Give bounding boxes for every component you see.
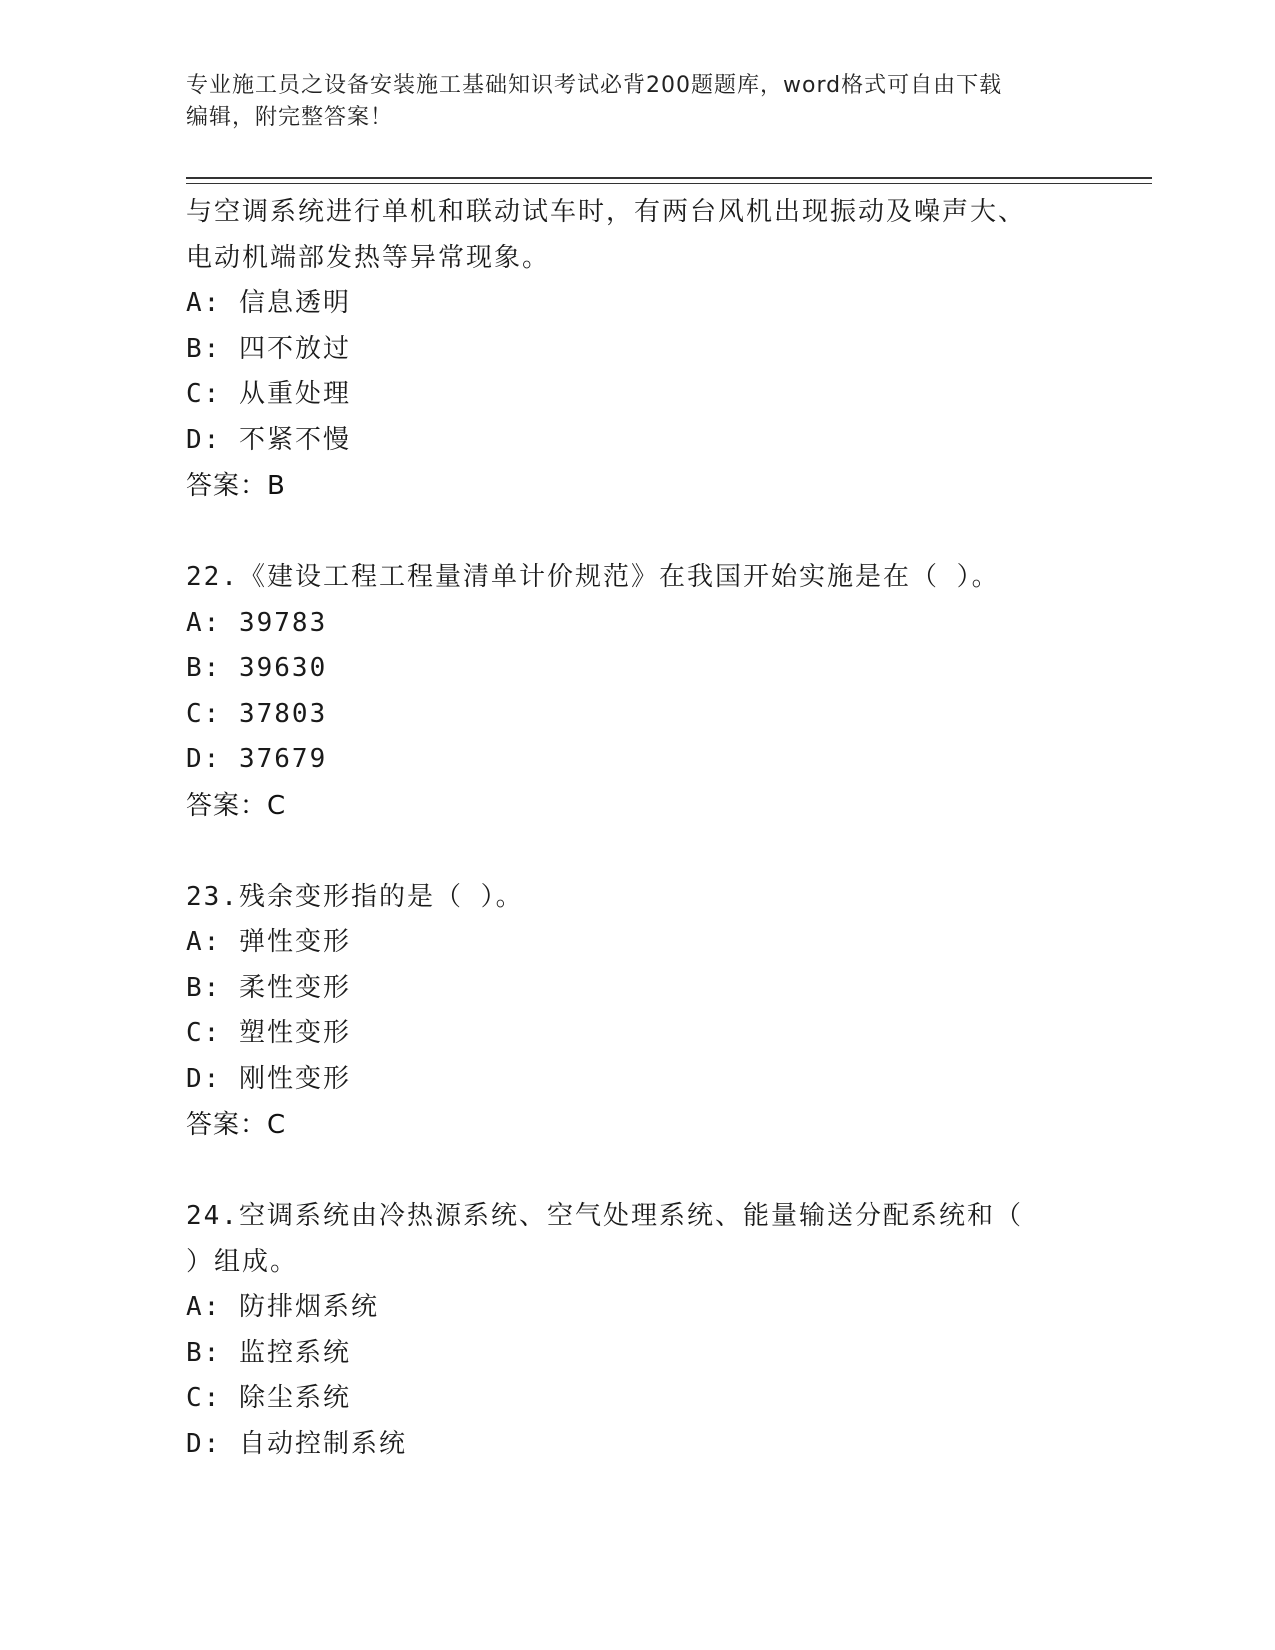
option-d: D: 不紧不慢 [186, 424, 351, 455]
question-stem-line: ）组成。 [186, 1246, 299, 1277]
option-a: A: 信息透明 [186, 288, 351, 318]
option-c: C: 从重处理 [186, 379, 351, 409]
document-header [186, 70, 1086, 134]
option-a: A: 防排烟系统 [186, 1292, 379, 1322]
question-list [186, 190, 1086, 1467]
answer-label: 答案：C [186, 1110, 287, 1140]
option-c: C: 除尘系统 [186, 1383, 351, 1413]
option-c: C: 塑性变形 [186, 1018, 351, 1048]
question-stem-line: 24.空调系统由冷热源系统、空气处理系统、能量输送分配系统和（ [186, 1201, 1023, 1231]
option-c: C: 37803 [186, 698, 328, 729]
answer-label: 答案：B [186, 471, 286, 501]
question-22 [186, 555, 1086, 829]
option-d: D: 自动控制系统 [186, 1428, 407, 1459]
option-b: B: 监控系统 [186, 1337, 351, 1368]
answer-label: 答案：C [186, 790, 287, 821]
question-spacer [186, 1148, 1086, 1194]
question-stem-line: 22.《建设工程工程量清单计价规范》在我国开始实施是在（ ）。 [186, 562, 1000, 592]
question-21 [186, 190, 1086, 509]
question-stem-line: 与空调系统进行单机和联动试车时，有两台风机出现振动及噪声大、 [186, 197, 1027, 227]
question-spacer [186, 509, 1086, 555]
option-b: B: 四不放过 [186, 333, 351, 364]
question-23 [186, 875, 1086, 1149]
option-d: D: 刚性变形 [186, 1063, 351, 1094]
header-title-line-2: 编辑，附完整答案！ [186, 105, 394, 130]
question-spacer [186, 829, 1086, 875]
option-a: A: 弹性变形 [186, 927, 351, 957]
option-d: D: 37679 [186, 744, 328, 774]
question-stem-line: 23.残余变形指的是（ ）。 [186, 881, 524, 912]
header-divider-thick [186, 177, 1152, 179]
header-divider-thin [186, 183, 1152, 184]
question-stem-line: 电动机端部发热等异常现象。 [186, 242, 551, 273]
question-24 [186, 1194, 1086, 1467]
option-b: B: 39630 [186, 653, 328, 683]
header-title-line-1: 专业施工员之设备安装施工基础知识考试必背200题题库，word格式可自由下载 [186, 73, 1003, 98]
option-a: A: 39783 [186, 607, 328, 638]
option-b: B: 柔性变形 [186, 972, 351, 1003]
